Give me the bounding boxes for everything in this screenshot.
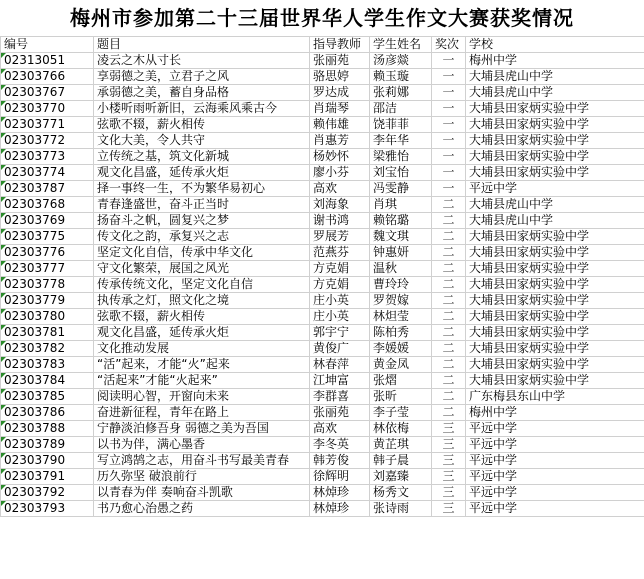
cell-id[interactable]: 02303792 (1, 485, 94, 501)
cell-award[interactable]: 二 (432, 229, 466, 245)
cell-award[interactable]: 一 (432, 85, 466, 101)
cell-teacher[interactable]: 罗达成 (310, 85, 370, 101)
header-topic[interactable]: 题目 (94, 37, 310, 53)
cell-school[interactable]: 大埔县田家炳实验中学 (466, 229, 644, 245)
cell-student[interactable]: 刘嘉臻 (370, 469, 432, 485)
table-row (1, 341, 644, 357)
cell-id[interactable]: 02303781 (1, 325, 94, 341)
cell-award[interactable]: 一 (432, 69, 466, 85)
cell-student[interactable]: 温秋 (370, 261, 432, 277)
table-row (1, 53, 644, 69)
cell-award[interactable]: 一 (432, 133, 466, 149)
cell-award[interactable]: 三 (432, 485, 466, 501)
cell-topic[interactable]: 青春逢盛世，奋斗正当时 (94, 197, 310, 213)
cell-topic[interactable]: 阅读明心智，开窗向未来 (94, 389, 310, 405)
cell-award[interactable]: 二 (432, 341, 466, 357)
table-row (1, 485, 644, 501)
cell-teacher[interactable]: 庄小英 (310, 293, 370, 309)
cell-topic[interactable]: “活”起来，才能“火”起来 (94, 357, 310, 373)
cell-topic[interactable]: 弦歌不辍，薪火相传 (94, 117, 310, 133)
cell-teacher[interactable]: 张丽苑 (310, 405, 370, 421)
cell-school[interactable]: 大埔县田家炳实验中学 (466, 325, 644, 341)
cell-student[interactable]: 赖玉璇 (370, 69, 432, 85)
cell-teacher[interactable]: 林焯珍 (310, 485, 370, 501)
cell-award[interactable]: 二 (432, 389, 466, 405)
cell-student[interactable]: 汤彦燚 (370, 53, 432, 69)
cell-teacher[interactable]: 林春萍 (310, 357, 370, 373)
table-row (1, 181, 644, 197)
table-row (1, 437, 644, 453)
cell-id[interactable]: 02303787 (1, 181, 94, 197)
cell-topic[interactable]: 写立鸿鹄之志，用奋斗书写最美青春 (94, 453, 310, 469)
cell-school[interactable]: 广东梅县东山中学 (466, 389, 644, 405)
cell-teacher[interactable]: 李群喜 (310, 389, 370, 405)
table-row (1, 261, 644, 277)
table-row (1, 373, 644, 389)
cell-school[interactable]: 大埔县田家炳实验中学 (466, 261, 644, 277)
table-row (1, 389, 644, 405)
cell-school[interactable]: 大埔县田家炳实验中学 (466, 373, 644, 389)
cell-teacher[interactable]: 郭宇宁 (310, 325, 370, 341)
cell-topic[interactable]: 坚定文化自信，传承中华文化 (94, 245, 310, 261)
cell-student[interactable]: 冯雯静 (370, 181, 432, 197)
cell-topic[interactable]: 享弱德之美，立君子之风 (94, 69, 310, 85)
cell-topic[interactable]: 文化推动发展 (94, 341, 310, 357)
cell-topic[interactable]: 小楼听雨听新旧，云海乘风乘古今 (94, 101, 310, 117)
cell-id[interactable]: 02303773 (1, 149, 94, 165)
cell-school[interactable]: 大埔县田家炳实验中学 (466, 341, 644, 357)
cell-school[interactable]: 平远中学 (466, 501, 644, 517)
cell-topic[interactable]: 书乃愈心治愚之药 (94, 501, 310, 517)
cell-school[interactable]: 大埔县田家炳实验中学 (466, 133, 644, 149)
cell-student[interactable]: 曹玲玲 (370, 277, 432, 293)
cell-id[interactable]: 02303783 (1, 357, 94, 373)
cell-id[interactable]: 02303772 (1, 133, 94, 149)
cell-id[interactable]: 02303788 (1, 421, 94, 437)
cell-student[interactable]: 饶菲菲 (370, 117, 432, 133)
cell-topic[interactable]: 立传统之基，筑文化新城 (94, 149, 310, 165)
cell-topic[interactable]: 文化大美，令人共守 (94, 133, 310, 149)
cell-student[interactable]: 罗贺嫁 (370, 293, 432, 309)
cell-topic[interactable]: 奋进新征程，青年在路上 (94, 405, 310, 421)
cell-school[interactable]: 大埔县田家炳实验中学 (466, 293, 644, 309)
cell-teacher[interactable]: 廖小芬 (310, 165, 370, 181)
cell-award[interactable]: 三 (432, 453, 466, 469)
table-row (1, 421, 644, 437)
table-row (1, 133, 644, 149)
cell-id[interactable]: 02303770 (1, 101, 94, 117)
header-school[interactable]: 学校 (466, 37, 644, 53)
cell-school[interactable]: 大埔县田家炳实验中学 (466, 309, 644, 325)
cell-student[interactable]: 邵洁 (370, 101, 432, 117)
cell-award[interactable]: 二 (432, 277, 466, 293)
cell-award[interactable]: 三 (432, 501, 466, 517)
table-row (1, 469, 644, 485)
cell-school[interactable]: 平远中学 (466, 485, 644, 501)
table-row (1, 229, 644, 245)
table-row (1, 245, 644, 261)
cell-teacher[interactable]: 张丽苑 (310, 53, 370, 69)
cell-teacher[interactable]: 杨妙怀 (310, 149, 370, 165)
cell-school[interactable]: 大埔县田家炳实验中学 (466, 245, 644, 261)
cell-student[interactable]: 李年华 (370, 133, 432, 149)
cell-award[interactable]: 二 (432, 325, 466, 341)
cell-teacher[interactable]: 方克娟 (310, 261, 370, 277)
cell-topic[interactable]: 观文化昌盛，延传承火炬 (94, 165, 310, 181)
cell-id[interactable]: 02303766 (1, 69, 94, 85)
table-row (1, 149, 644, 165)
cell-teacher[interactable]: 肖瑞琴 (310, 101, 370, 117)
cell-id[interactable]: 02303786 (1, 405, 94, 421)
cell-teacher[interactable]: 韩芳俊 (310, 453, 370, 469)
table-row (1, 85, 644, 101)
cell-student[interactable]: 刘宝怡 (370, 165, 432, 181)
cell-school[interactable]: 大埔县田家炳实验中学 (466, 117, 644, 133)
cell-award[interactable]: 一 (432, 101, 466, 117)
table-row (1, 165, 644, 181)
cell-school[interactable]: 大埔县虎山中学 (466, 213, 644, 229)
cell-teacher[interactable]: 江坤富 (310, 373, 370, 389)
cell-topic[interactable]: 承弱德之美，蓄自身品格 (94, 85, 310, 101)
cell-teacher[interactable]: 庄小英 (310, 309, 370, 325)
cell-student[interactable]: 张熠 (370, 373, 432, 389)
cell-student[interactable]: 林依梅 (370, 421, 432, 437)
header-teacher[interactable]: 指导教师 (310, 37, 370, 53)
cell-school[interactable]: 平远中学 (466, 469, 644, 485)
cell-id[interactable]: 02303791 (1, 469, 94, 485)
cell-school[interactable]: 大埔县虎山中学 (466, 69, 644, 85)
cell-teacher[interactable]: 罗展芳 (310, 229, 370, 245)
cell-award[interactable]: 二 (432, 245, 466, 261)
cell-topic[interactable]: 择一事终一生，不为繁华易初心 (94, 181, 310, 197)
cell-id[interactable]: 02303782 (1, 341, 94, 357)
cell-award[interactable]: 三 (432, 469, 466, 485)
header-award[interactable]: 奖次 (432, 37, 466, 53)
cell-award[interactable]: 一 (432, 117, 466, 133)
table-row (1, 101, 644, 117)
cell-school[interactable]: 大埔县田家炳实验中学 (466, 101, 644, 117)
cell-school[interactable]: 大埔县田家炳实验中学 (466, 149, 644, 165)
cell-id[interactable]: 02303793 (1, 501, 94, 517)
cell-topic[interactable]: 传承传统文化，坚定文化自信 (94, 277, 310, 293)
cell-student[interactable]: 张莉娜 (370, 85, 432, 101)
awards-table (0, 36, 644, 517)
cell-student[interactable]: 黄金凤 (370, 357, 432, 373)
cell-student[interactable]: 张诗雨 (370, 501, 432, 517)
cell-id[interactable]: 02313051 (1, 53, 94, 69)
cell-teacher[interactable]: 高欢 (310, 181, 370, 197)
cell-teacher[interactable]: 赖伟雄 (310, 117, 370, 133)
cell-id[interactable]: 02303774 (1, 165, 94, 181)
cell-award[interactable]: 二 (432, 293, 466, 309)
cell-student[interactable]: 梁雅怡 (370, 149, 432, 165)
cell-teacher[interactable]: 黄俊广 (310, 341, 370, 357)
header-student[interactable]: 学生姓名 (370, 37, 432, 53)
cell-topic[interactable]: 观文化昌盛，延传承火炬 (94, 325, 310, 341)
cell-teacher[interactable]: 方克娟 (310, 277, 370, 293)
table-row (1, 213, 644, 229)
cell-student[interactable]: 陈柏秀 (370, 325, 432, 341)
cell-topic[interactable]: 宁静淡泊修吾身 弱德之美为吾国 (94, 421, 310, 437)
table-row (1, 69, 644, 85)
cell-student[interactable]: 李媛媛 (370, 341, 432, 357)
cell-award[interactable]: 二 (432, 197, 466, 213)
cell-student[interactable]: 林炟莹 (370, 309, 432, 325)
cell-id[interactable]: 02303778 (1, 277, 94, 293)
cell-id[interactable]: 02303779 (1, 293, 94, 309)
cell-award[interactable]: 一 (432, 181, 466, 197)
cell-award[interactable]: 二 (432, 373, 466, 389)
cell-teacher[interactable]: 骆思婷 (310, 69, 370, 85)
cell-student[interactable]: 李子莹 (370, 405, 432, 421)
cell-topic[interactable]: 以书为伴，满心墨香 (94, 437, 310, 453)
cell-id[interactable]: 02303780 (1, 309, 94, 325)
cell-school[interactable]: 大埔县虎山中学 (466, 85, 644, 101)
table-row (1, 325, 644, 341)
cell-award[interactable]: 二 (432, 261, 466, 277)
cell-teacher[interactable]: 谢书鸿 (310, 213, 370, 229)
cell-student[interactable]: 赖铭璐 (370, 213, 432, 229)
cell-school[interactable]: 平远中学 (466, 181, 644, 197)
cell-school[interactable]: 梅州中学 (466, 53, 644, 69)
cell-school[interactable]: 大埔县田家炳实验中学 (466, 277, 644, 293)
table-row (1, 309, 644, 325)
cell-teacher[interactable]: 李冬英 (310, 437, 370, 453)
cell-topic[interactable]: 凌云之木从寸长 (94, 53, 310, 69)
cell-student[interactable]: 魏文琪 (370, 229, 432, 245)
table-row (1, 453, 644, 469)
cell-student[interactable]: 韩子晨 (370, 453, 432, 469)
table-row (1, 117, 644, 133)
cell-id[interactable]: 02303769 (1, 213, 94, 229)
cell-student[interactable]: 张昕 (370, 389, 432, 405)
cell-student[interactable]: 黄芷琪 (370, 437, 432, 453)
cell-school[interactable]: 平远中学 (466, 421, 644, 437)
cell-teacher[interactable]: 范燕芬 (310, 245, 370, 261)
cell-student[interactable]: 肖琪 (370, 197, 432, 213)
table-row (1, 405, 644, 421)
cell-topic[interactable]: 执传承之灯，照文化之境 (94, 293, 310, 309)
cell-award[interactable]: 三 (432, 437, 466, 453)
cell-award[interactable]: 一 (432, 149, 466, 165)
cell-teacher[interactable]: 高欢 (310, 421, 370, 437)
cell-student[interactable]: 钟惠妍 (370, 245, 432, 261)
cell-school[interactable]: 梅州中学 (466, 405, 644, 421)
cell-id[interactable]: 02303785 (1, 389, 94, 405)
cell-school[interactable]: 大埔县田家炳实验中学 (466, 165, 644, 181)
cell-award[interactable]: 二 (432, 405, 466, 421)
cell-award[interactable]: 一 (432, 53, 466, 69)
table-row (1, 293, 644, 309)
cell-award[interactable]: 二 (432, 213, 466, 229)
cell-school[interactable]: 平远中学 (466, 437, 644, 453)
cell-id[interactable]: 02303790 (1, 453, 94, 469)
header-row (1, 37, 644, 53)
page-title: 梅州市参加第二十三届世界华人学生作文大赛获奖情况 (70, 6, 574, 30)
cell-school[interactable]: 大埔县虎山中学 (466, 197, 644, 213)
cell-teacher[interactable]: 肖惠芳 (310, 133, 370, 149)
header-id[interactable]: 编号 (1, 37, 94, 53)
cell-id[interactable]: 02303775 (1, 229, 94, 245)
cell-id[interactable]: 02303768 (1, 197, 94, 213)
cell-topic[interactable]: 扬奋斗之帆，圆复兴之梦 (94, 213, 310, 229)
cell-award[interactable]: 一 (432, 165, 466, 181)
cell-topic[interactable]: 守文化繁荣，展国之风光 (94, 261, 310, 277)
table-row (1, 277, 644, 293)
cell-award[interactable]: 二 (432, 357, 466, 373)
cell-award[interactable]: 二 (432, 309, 466, 325)
cell-award[interactable]: 三 (432, 421, 466, 437)
cell-id[interactable]: 02303784 (1, 373, 94, 389)
cell-teacher[interactable]: 林焯珍 (310, 501, 370, 517)
cell-teacher[interactable]: 刘海象 (310, 197, 370, 213)
cell-topic[interactable]: 历久弥坚 破浪前行 (94, 469, 310, 485)
cell-student[interactable]: 杨秀文 (370, 485, 432, 501)
table-row (1, 501, 644, 517)
cell-school[interactable]: 大埔县田家炳实验中学 (466, 357, 644, 373)
cell-id[interactable]: 02303771 (1, 117, 94, 133)
cell-id[interactable]: 02303777 (1, 261, 94, 277)
cell-topic[interactable]: “活起来”才能“火起来” (94, 373, 310, 389)
cell-topic[interactable]: 以青春为伴 奏响奋斗凯歌 (94, 485, 310, 501)
cell-id[interactable]: 02303776 (1, 245, 94, 261)
cell-id[interactable]: 02303789 (1, 437, 94, 453)
cell-topic[interactable]: 传文化之韵，承复兴之志 (94, 229, 310, 245)
cell-school[interactable]: 平远中学 (466, 453, 644, 469)
cell-topic[interactable]: 弦歌不辍，薪火相传 (94, 309, 310, 325)
table-row (1, 197, 644, 213)
cell-id[interactable]: 02303767 (1, 85, 94, 101)
table-row (1, 357, 644, 373)
cell-teacher[interactable]: 徐辉明 (310, 469, 370, 485)
